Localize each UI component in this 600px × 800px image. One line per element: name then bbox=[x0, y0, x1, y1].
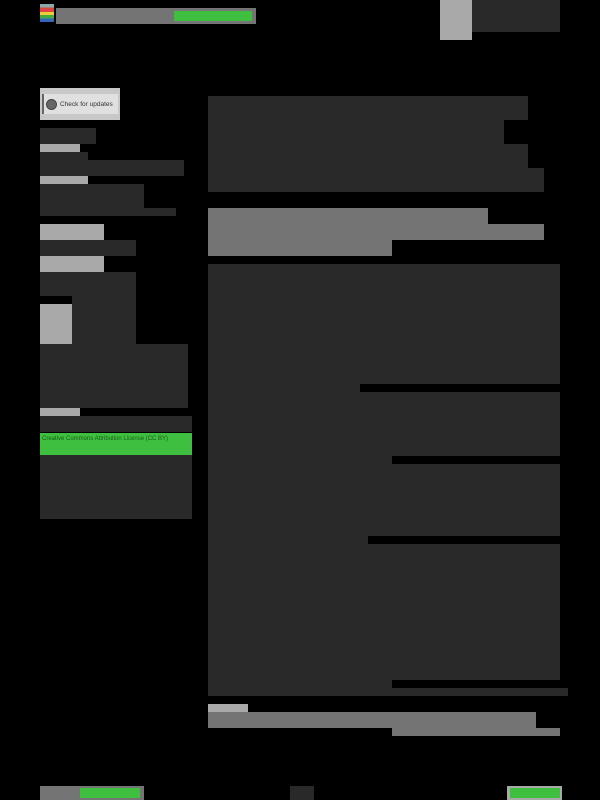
sidebar-label bbox=[40, 408, 80, 416]
affiliations bbox=[208, 240, 392, 256]
journal-badge[interactable] bbox=[170, 8, 256, 24]
journal-logo bbox=[40, 4, 54, 22]
citation-text bbox=[472, 0, 560, 32]
journal-name bbox=[56, 8, 170, 24]
article-title-line bbox=[208, 144, 528, 168]
authors bbox=[208, 208, 488, 224]
abstract-line bbox=[208, 456, 392, 464]
journal-link[interactable] bbox=[40, 786, 144, 800]
sidebar-text bbox=[40, 272, 136, 296]
sidebar-text bbox=[72, 296, 136, 344]
sidebar-label bbox=[40, 176, 88, 184]
citation-box bbox=[440, 0, 472, 40]
sidebar-label bbox=[40, 144, 80, 152]
sidebar-text bbox=[40, 416, 192, 432]
check-updates-label: Check for updates bbox=[60, 100, 113, 108]
sidebar-label bbox=[40, 304, 72, 344]
keywords bbox=[208, 712, 536, 728]
refresh-icon bbox=[46, 99, 57, 110]
sidebar-text bbox=[40, 208, 176, 216]
abstract-paragraph bbox=[208, 392, 560, 456]
divider bbox=[208, 688, 568, 696]
sidebar-label bbox=[40, 224, 104, 240]
keywords-label bbox=[208, 704, 248, 712]
abstract bbox=[208, 264, 560, 384]
abstract-paragraph bbox=[208, 464, 560, 536]
keywords-line bbox=[392, 728, 560, 736]
sidebar-citation-heading bbox=[40, 128, 96, 144]
abstract-line bbox=[208, 384, 360, 392]
check-for-updates-button[interactable] bbox=[40, 88, 120, 120]
journal-site-link[interactable] bbox=[507, 786, 562, 800]
sidebar-text bbox=[40, 240, 136, 256]
article-title-line bbox=[208, 120, 504, 144]
article-title-line bbox=[208, 168, 544, 192]
page-number bbox=[290, 786, 314, 800]
affiliations bbox=[208, 224, 544, 240]
abstract-line bbox=[208, 536, 368, 544]
sidebar-text bbox=[40, 455, 192, 519]
sidebar-text bbox=[40, 160, 184, 176]
sidebar-label bbox=[40, 256, 104, 272]
sidebar-text bbox=[40, 344, 188, 408]
article-title bbox=[208, 96, 528, 120]
abstract-line bbox=[208, 680, 392, 688]
sidebar-text bbox=[40, 184, 144, 208]
abstract-paragraph bbox=[208, 544, 560, 680]
sidebar-text bbox=[40, 152, 88, 160]
cc-by-license-link[interactable]: Creative Commons Attribution License (CC BY) bbox=[40, 433, 192, 455]
